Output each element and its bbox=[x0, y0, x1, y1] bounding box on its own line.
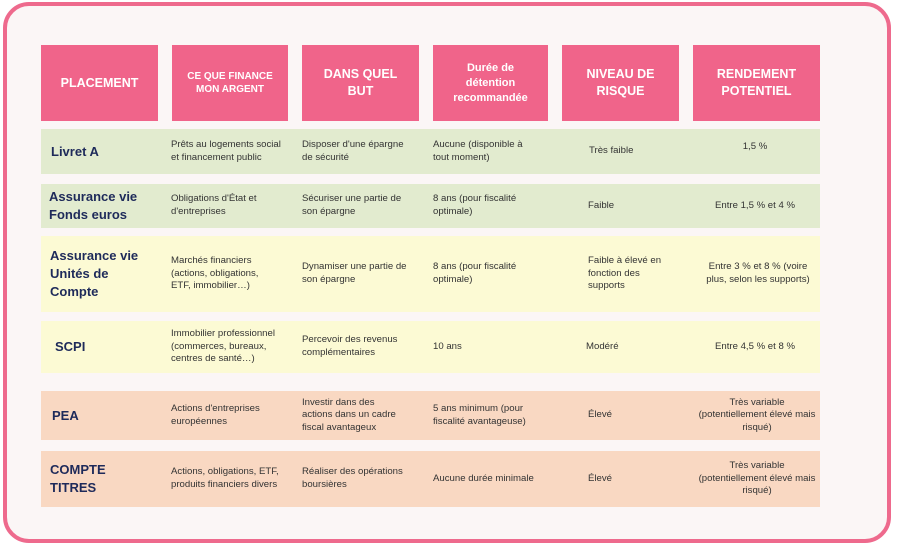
header-duree bbox=[433, 45, 548, 121]
row-but: Disposer d'une épargne de sécurité bbox=[302, 138, 404, 163]
header-finance-label: CE QUE FINANCE MON ARGENT bbox=[187, 71, 273, 95]
row-risque: Élevé bbox=[588, 472, 612, 484]
row-duree: Aucune durée minimale bbox=[433, 472, 534, 484]
row-rendement: Entre 1,5 % et 4 % bbox=[715, 199, 795, 211]
header-placement-label: PLACEMENT bbox=[60, 75, 139, 90]
row-name: Livret A bbox=[51, 143, 99, 159]
header-rendement bbox=[693, 45, 820, 121]
row-finance: Prêts au logements social et financement public bbox=[171, 138, 281, 163]
row-rendement: 1,5 % bbox=[742, 141, 768, 152]
row-rendement: Entre 4,5 % et 8 % bbox=[715, 340, 795, 352]
header-finance bbox=[172, 45, 288, 121]
row-name: COMPTE TITRES bbox=[50, 462, 106, 495]
row-duree: 10 ans bbox=[433, 340, 462, 352]
row-name: Assurance vie Fonds euros bbox=[49, 189, 138, 222]
header-risque bbox=[562, 45, 679, 121]
row-but: Investir dans des actions dans un cadre fiscal avantageux bbox=[302, 396, 396, 433]
table-row-livret-a bbox=[41, 129, 820, 174]
row-but: Dynamiser une partie de son épargne bbox=[302, 261, 407, 285]
table-row-unites-compte bbox=[41, 236, 820, 312]
row-but: Percevoir des revenus complémentaires bbox=[302, 334, 398, 358]
header-placement bbox=[41, 45, 158, 121]
header-but bbox=[302, 45, 419, 121]
header-rendement-label: RENDEMENT POTENTIEL bbox=[716, 67, 797, 98]
row-rendement: Entre 3 % et 8 % (voire plus, selon les supports) bbox=[706, 261, 810, 285]
row-rendement: Très variable (potentiellement élevé mais risqué) bbox=[698, 396, 816, 433]
table-row-compte-titres bbox=[41, 451, 820, 507]
row-but: Réaliser des opérations boursières bbox=[302, 466, 403, 490]
row-name: Assurance vie Unités de Compte bbox=[50, 248, 139, 299]
row-risque: Élevé bbox=[588, 409, 612, 421]
header-but-label: DANS QUEL BUT bbox=[323, 67, 398, 98]
row-finance: Marchés financiers (actions, obligations, ETF, immobilier…) bbox=[171, 255, 259, 292]
row-finance: Actions d'entreprises européennes bbox=[171, 402, 260, 427]
row-duree: 8 ans (pour fiscalité optimale) bbox=[433, 193, 517, 217]
row-risque: Faible à élevé en fonction des supports bbox=[588, 255, 662, 292]
row-rendement: Très variable (potentiellement élevé mais risqué) bbox=[698, 460, 816, 497]
header-risque-label: NIVEAU DE RISQUE bbox=[586, 67, 655, 98]
row-name: SCPI bbox=[55, 339, 86, 354]
row-but: Sécuriser une partie de son épargne bbox=[302, 193, 402, 217]
table-row-scpi bbox=[41, 321, 820, 373]
header-duree-label: Durée de détention recommandée bbox=[453, 61, 528, 104]
row-risque: Très faible bbox=[589, 145, 634, 157]
table-row-pea bbox=[41, 391, 820, 440]
row-risque: Modéré bbox=[586, 340, 619, 352]
row-duree: Aucune (disponible à tout moment) bbox=[433, 138, 523, 163]
row-name: PEA bbox=[52, 407, 79, 423]
row-duree: 8 ans (pour fiscalité optimale) bbox=[433, 261, 517, 285]
row-risque: Faible bbox=[588, 199, 615, 211]
table-row-fonds-euros bbox=[41, 184, 820, 228]
row-finance: Obligations d'État et d'entreprises bbox=[171, 193, 257, 217]
row-finance: Actions, obligations, ETF, produits financiers divers bbox=[171, 466, 279, 490]
row-finance: Immobilier professionnel (commerces, bureaux, centres de santé…) bbox=[171, 328, 275, 365]
row-duree: 5 ans minimum (pour fiscalité avantageuse) bbox=[433, 402, 526, 427]
